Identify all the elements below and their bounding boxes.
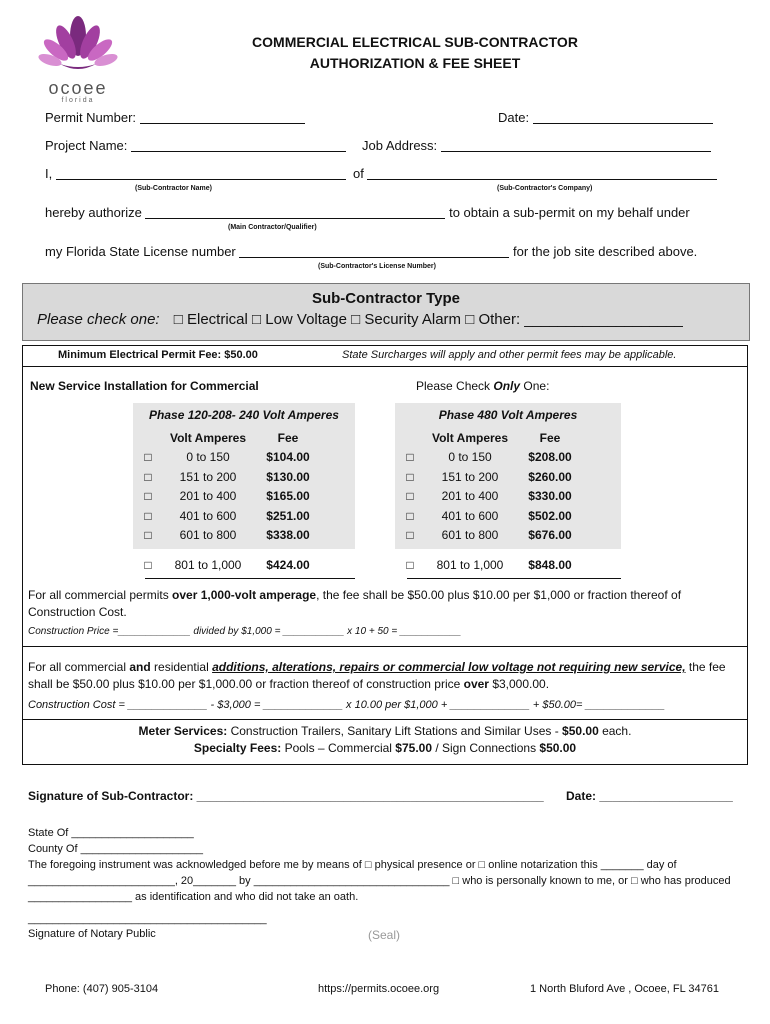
project-name-field[interactable] (45, 138, 346, 153)
phase2-row[interactable] (395, 467, 621, 487)
phase-1-fee-header: Fee (277, 430, 299, 445)
main-contractor-field[interactable] (45, 205, 690, 220)
signature-date[interactable]: Date: ____________________ (566, 789, 733, 803)
fee-amount: $260.00 (528, 469, 572, 484)
notary-signature-line[interactable]: _______________________________________ (28, 913, 267, 925)
footer-phone: Phone: (407) 905-3104 (45, 983, 159, 995)
sub-contractor-signature[interactable]: Signature of Sub-Contractor: ____________________________________________________ (28, 789, 544, 803)
phase1-row[interactable] (133, 526, 355, 546)
volt-range: 0 to 150 (448, 450, 492, 465)
job-address-line (441, 139, 711, 152)
county-of-field[interactable]: County Of ____________________ (28, 843, 203, 855)
phase-1-title: Phase 120-208- 240 Volt Amperes (149, 408, 339, 422)
notary-signature-label: Signature of Notary Public (28, 928, 156, 940)
sub-contractor-type-box (22, 283, 750, 341)
checkbox-icon[interactable]: □ (144, 558, 152, 572)
job-site-label: for the job site described above. (513, 244, 698, 259)
phase-2-title: Phase 480 Volt Amperes (438, 408, 578, 422)
license-number-field[interactable] (45, 244, 697, 259)
seal-label: (Seal) (368, 928, 401, 942)
phase-2-fee-header: Fee (539, 430, 561, 445)
sub-contractor-company-field[interactable] (353, 166, 717, 181)
type-prompt: Please check one: (37, 311, 160, 328)
date-line (533, 111, 713, 124)
license-label: my Florida State License number (45, 244, 236, 259)
hereby-label: hereby authorize (45, 205, 142, 220)
fee-amount: $676.00 (528, 528, 572, 543)
license-line (239, 245, 509, 258)
meter-services: Meter Services: Construction Trailers, Sanitary Lift Stations and Similar Uses - $50.00 each. Specialty Fees: Pools – Commercial $75.00 / Sign Connections $50.00 (138, 724, 632, 755)
sub-name-caption: (Sub-Contractor Name) (135, 185, 213, 192)
ocoee-logo (38, 14, 118, 104)
license-caption: (Sub-Contractor's License Number) (318, 263, 436, 270)
i-label: I, (45, 166, 53, 181)
service-title: New Service Installation for Commercial (30, 379, 259, 393)
type-box-title: Sub-Contractor Type (311, 290, 461, 307)
volt-range: 401 to 600 (441, 508, 499, 523)
footer-address: 1 North Bluford Ave , Ocoee, FL 34761 (530, 983, 719, 995)
phase-1-row-last[interactable]: □ 801 to 1,000 $424.00 (133, 555, 355, 575)
volt-range: 201 to 400 (179, 489, 237, 504)
checkbox-icon[interactable]: □ (406, 558, 414, 572)
date-label: Date: (498, 110, 530, 125)
phase1-row[interactable] (133, 467, 355, 487)
phase-1-va-header: Volt Amperes (169, 430, 247, 445)
job-address-label: Job Address: (362, 138, 438, 153)
of-label: of (353, 166, 364, 181)
title-line-2: AUTHORIZATION & FEE SHEET (309, 55, 521, 71)
notary-line-3: _________________ as identification and who did not take an oath. (28, 891, 359, 903)
checkbox-icon[interactable]: □ (406, 508, 414, 523)
phase2-row[interactable] (395, 448, 621, 468)
sub-company-caption: (Sub-Contractor's Company) (497, 185, 593, 192)
permit-number-line (140, 111, 305, 124)
phase1-row[interactable] (133, 487, 355, 507)
checkbox-icon[interactable]: □ (144, 489, 152, 504)
volt-range: 0 to 150 (186, 450, 230, 465)
phase2-row[interactable] (395, 526, 621, 546)
volt-range: 151 to 200 (441, 469, 499, 484)
phase-2-table (395, 403, 621, 579)
obtain-label: to obtain a sub-permit on my behalf under (449, 205, 690, 220)
phase-2-row-last[interactable]: □ 801 to 1,000 $848.00 (395, 555, 621, 575)
project-name-label: Project Name: (45, 138, 128, 153)
logo-text: ocoee (48, 78, 108, 98)
phase-1-table (133, 403, 355, 579)
phase2-row[interactable] (395, 506, 621, 526)
phase2-row[interactable] (395, 487, 621, 507)
fee-amount: $251.00 (266, 508, 310, 523)
fee-amount: $338.00 (266, 528, 310, 543)
fee-header-row (22, 345, 748, 367)
permit-number-field[interactable] (45, 110, 305, 125)
sub-company-line (367, 167, 717, 180)
check-only-one: Please Check Only One: (416, 379, 550, 393)
volt-range: 401 to 600 (179, 508, 237, 523)
sub-contractor-name-field[interactable] (45, 166, 346, 181)
fee-amount: $208.00 (528, 450, 572, 465)
min-fee-text: Minimum Electrical Permit Fee: $50.00 (58, 349, 258, 361)
volt-range: 601 to 800 (441, 528, 499, 543)
checkbox-icon[interactable]: □ (144, 528, 152, 543)
construction-cost-formula[interactable]: Construction Cost = _____________ - $3,000 = _____________ x 10.00 per $1,000 + _____________ + $50.00= _____________ (28, 699, 666, 711)
main-contractor-caption: (Main Contractor/Qualifier) (228, 224, 317, 231)
date-field[interactable] (498, 110, 713, 125)
job-address-field[interactable] (362, 138, 711, 153)
notary-line-1: The foregoing instrument was acknowledged before me by means of □ physical presence or □ online notarization this _______ day of (28, 859, 677, 871)
surcharge-text: State Surcharges will apply and other permit fees may be applicable. (342, 349, 677, 361)
additions-text: For all commercial and residential additions, alterations, repairs or commercial low voltage not requiring new service, the fee shall be $50.00 plus $10.00 per $1,000.00 or fraction thereof of construction price over $3,000.00. (28, 660, 726, 691)
construction-price-formula[interactable]: Construction Price =_____________ divided by $1,000 = ___________ x 10 + 50 = ___________ (28, 626, 462, 637)
notary-block (28, 825, 731, 905)
main-contractor-line (145, 206, 445, 219)
phase-2-va-header: Volt Amperes (431, 430, 509, 445)
state-of-field[interactable]: State Of ____________________ (28, 827, 194, 839)
title-line-1: COMMERCIAL ELECTRICAL SUB-CONTRACTOR (252, 34, 578, 50)
checkbox-icon[interactable]: □ (144, 508, 152, 523)
checkbox-icon[interactable]: □ (406, 528, 414, 543)
fee-amount: $165.00 (266, 489, 310, 504)
permit-number-label: Permit Number: (45, 110, 137, 125)
type-options[interactable]: □ Electrical □ Low Voltage □ Security Alarm □ Other: ___________________ (173, 311, 683, 328)
checkbox-icon[interactable]: □ (144, 450, 152, 465)
logo-subtext: florida (61, 97, 95, 104)
checkbox-icon[interactable]: □ (406, 450, 414, 465)
fee-amount: $104.00 (266, 450, 310, 465)
volt-range: 201 to 400 (441, 489, 499, 504)
footer-website[interactable]: https://permits.ocoee.org (318, 983, 440, 995)
phase1-row[interactable] (133, 506, 355, 526)
phase1-row[interactable] (133, 448, 355, 468)
notary-line-2: ________________________, 20_______ by ________________________________ □ who is personally known to me, or □ who has produced (28, 875, 731, 887)
fee-amount: $330.00 (528, 489, 572, 504)
volt-range: 601 to 800 (179, 528, 237, 543)
project-name-line (131, 139, 346, 152)
checkbox-icon[interactable]: □ (406, 489, 414, 504)
lotus-icon (38, 14, 118, 76)
checkbox-icon[interactable]: □ (144, 469, 152, 484)
over-1000-text: For all commercial permits over 1,000-volt amperage, the fee shall be $50.00 plus $10.00 per $1,000 or fraction thereof of Construction Cost. (28, 588, 682, 619)
fee-amount: $130.00 (266, 469, 310, 484)
sub-name-line (56, 167, 346, 180)
volt-range: 151 to 200 (179, 469, 237, 484)
checkbox-icon[interactable]: □ (406, 469, 414, 484)
fee-amount: $502.00 (528, 508, 572, 523)
